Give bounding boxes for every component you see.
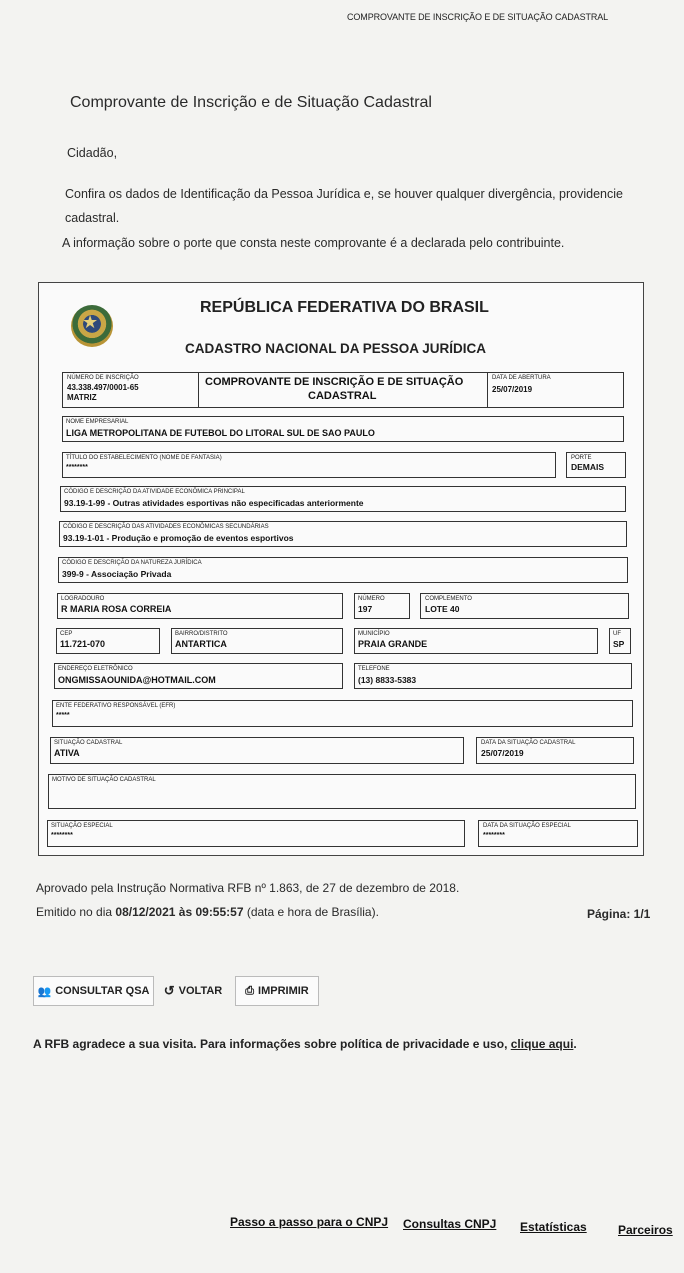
- thanks-text: [33, 1037, 577, 1051]
- consultar-qsa-label: CONSULTAR QSA: [55, 985, 150, 997]
- atividade-principal-label: CÓDIGO E DESCRIÇÃO DA ATIVIDADE ECONÔMICA PRINCIPAL: [64, 489, 245, 495]
- natureza-label: CÓDIGO E DESCRIÇÃO DA NATUREZA JURÍDICA: [62, 560, 202, 566]
- bairro-value: ANTARTICA: [175, 639, 227, 649]
- doc-title-line-1: COMPROVANTE DE INSCRIÇÃO E DE SITUAÇÃO: [205, 376, 464, 388]
- efr-value: *****: [56, 712, 70, 719]
- logradouro-value: R MARIA ROSA CORREIA: [61, 604, 172, 614]
- fantasia-label: TÍTULO DO ESTABELECIMENTO (NOME DE FANTASIA): [66, 455, 222, 461]
- atividades-secundarias-label: CÓDIGO E DESCRIÇÃO DAS ATIVIDADES ECONÔMICAS SECUNDÁRIAS: [63, 524, 269, 530]
- greeting: Cidadão,: [67, 146, 118, 160]
- emission-datetime: 08/12/2021 às 09:55:57: [115, 905, 244, 919]
- notice-line-1: Confira os dados de Identificação da Pessoa Jurídica e, se houver qualquer divergência, providencie: [65, 187, 623, 201]
- republic-heading: REPÚBLICA FEDERATIVA DO BRASIL: [200, 299, 489, 316]
- data-especial-value: ********: [483, 832, 505, 839]
- data-situacao-label: DATA DA SITUAÇÃO CADASTRAL: [481, 740, 576, 746]
- municipio-label: MUNICÍPIO: [358, 631, 390, 637]
- notice-line-2: cadastral.: [65, 211, 120, 225]
- inscricao-value: 43.338.497/0001-65: [67, 383, 139, 392]
- data-especial-label: DATA DA SITUAÇÃO ESPECIAL: [483, 823, 571, 829]
- privacy-link[interactable]: clique aqui: [510, 1037, 574, 1051]
- numero-value: 197: [358, 604, 373, 614]
- nome-value: LIGA METROPOLITANA DE FUTEBOL DO LITORAL SUL DE SAO PAULO: [66, 428, 375, 438]
- motivo-label: MOTIVO DE SITUAÇÃO CADASTRAL: [52, 777, 156, 783]
- registry-heading: CADASTRO NACIONAL DA PESSOA JURÍDICA: [185, 341, 487, 356]
- telefone-value: (13) 8833-5383: [358, 675, 417, 685]
- page-title: Comprovante de Inscrição e de Situação Cadastral: [70, 94, 432, 111]
- imprimir-button[interactable]: [235, 976, 319, 1006]
- numero-label: NÚMERO: [358, 596, 385, 602]
- footer-link-consultas[interactable]: Consultas CNPJ: [403, 1217, 497, 1231]
- abertura-value: 25/07/2019: [492, 385, 533, 394]
- efr-label: ENTE FEDERATIVO RESPONSÁVEL (EFR): [56, 703, 176, 709]
- atividades-secundarias-value: 93.19-1-01 - Produção e promoção de eventos esportivos: [63, 533, 294, 543]
- page-number: Página: 1/1: [587, 907, 651, 921]
- emission-prefix: Emitido no dia: [36, 905, 116, 919]
- especial-value: ********: [51, 832, 73, 839]
- emission-suffix: (data e hora de Brasília).: [243, 905, 379, 919]
- abertura-label: DATA DE ABERTURA: [492, 375, 551, 381]
- natureza-value: 399-9 - Associação Privada: [62, 569, 172, 579]
- consultar-qsa-button[interactable]: [33, 976, 154, 1006]
- footer-link-estatisticas[interactable]: Estatísticas: [520, 1220, 587, 1234]
- telefone-label: TELEFONE: [358, 666, 390, 672]
- thanks-body: A RFB agradece a sua visita. Para informações sobre política de privacidade e uso,: [33, 1037, 511, 1051]
- emission-text: [36, 905, 379, 919]
- municipio-value: PRAIA GRANDE: [358, 639, 428, 649]
- inscricao-label: NÚMERO DE INSCRIÇÃO: [67, 375, 139, 381]
- uf-value: SP: [613, 639, 625, 649]
- users-icon: 👥: [37, 985, 52, 998]
- complemento-label: COMPLEMENTO: [425, 596, 472, 602]
- seal-star-icon: ★: [82, 312, 99, 332]
- uf-label: UF: [613, 631, 621, 637]
- email-value: ONGMISSAOUNIDA@HOTMAIL.COM: [58, 675, 216, 685]
- data-situacao-value: 25/07/2019: [481, 748, 524, 758]
- voltar-label: VOLTAR: [178, 985, 223, 997]
- logradouro-label: LOGRADOURO: [61, 596, 105, 602]
- nome-label: NOME EMPRESARIAL: [66, 419, 129, 425]
- header-top-title: COMPROVANTE DE INSCRIÇÃO E DE SITUAÇÃO CADASTRAL: [347, 12, 609, 22]
- approval-text: Aprovado pela Instrução Normativa RFB nº 1.863, de 27 de dezembro de 2018.: [36, 881, 460, 895]
- cep-value: 11.721-070: [60, 639, 106, 649]
- fantasia-value: ********: [66, 464, 88, 471]
- undo-icon: ↺: [163, 983, 175, 998]
- email-label: ENDEREÇO ELETRÔNICO: [58, 666, 133, 672]
- imprimir-label: IMPRIMIR: [258, 985, 309, 997]
- atividade-principal-value: 93.19-1-99 - Outras atividades esportivas não especificadas anteriormente: [64, 498, 364, 508]
- situacao-label: SITUAÇÃO CADASTRAL: [54, 740, 123, 746]
- printer-icon: ⎙: [245, 984, 255, 997]
- especial-label: SITUAÇÃO ESPECIAL: [51, 823, 113, 829]
- footer-link-passo-a-passo[interactable]: Passo a passo para o CNPJ: [230, 1215, 389, 1229]
- bairro-label: BAIRRO/DISTRITO: [175, 631, 228, 637]
- situacao-value: ATIVA: [54, 748, 80, 758]
- inscricao-type: MATRIZ: [67, 393, 97, 402]
- cep-label: CEP: [60, 631, 73, 637]
- porte-info: A informação sobre o porte que consta neste comprovante é a declarada pelo contribuinte.: [62, 236, 565, 250]
- complemento-value: LOTE 40: [425, 604, 460, 614]
- doc-title-line-2: CADASTRAL: [308, 390, 377, 402]
- voltar-button[interactable]: [160, 976, 226, 1006]
- porte-label: PORTE: [571, 455, 592, 461]
- thanks-end: .: [573, 1037, 577, 1051]
- porte-value: DEMAIS: [571, 462, 605, 472]
- footer-link-parceiros[interactable]: Parceiros: [618, 1223, 673, 1237]
